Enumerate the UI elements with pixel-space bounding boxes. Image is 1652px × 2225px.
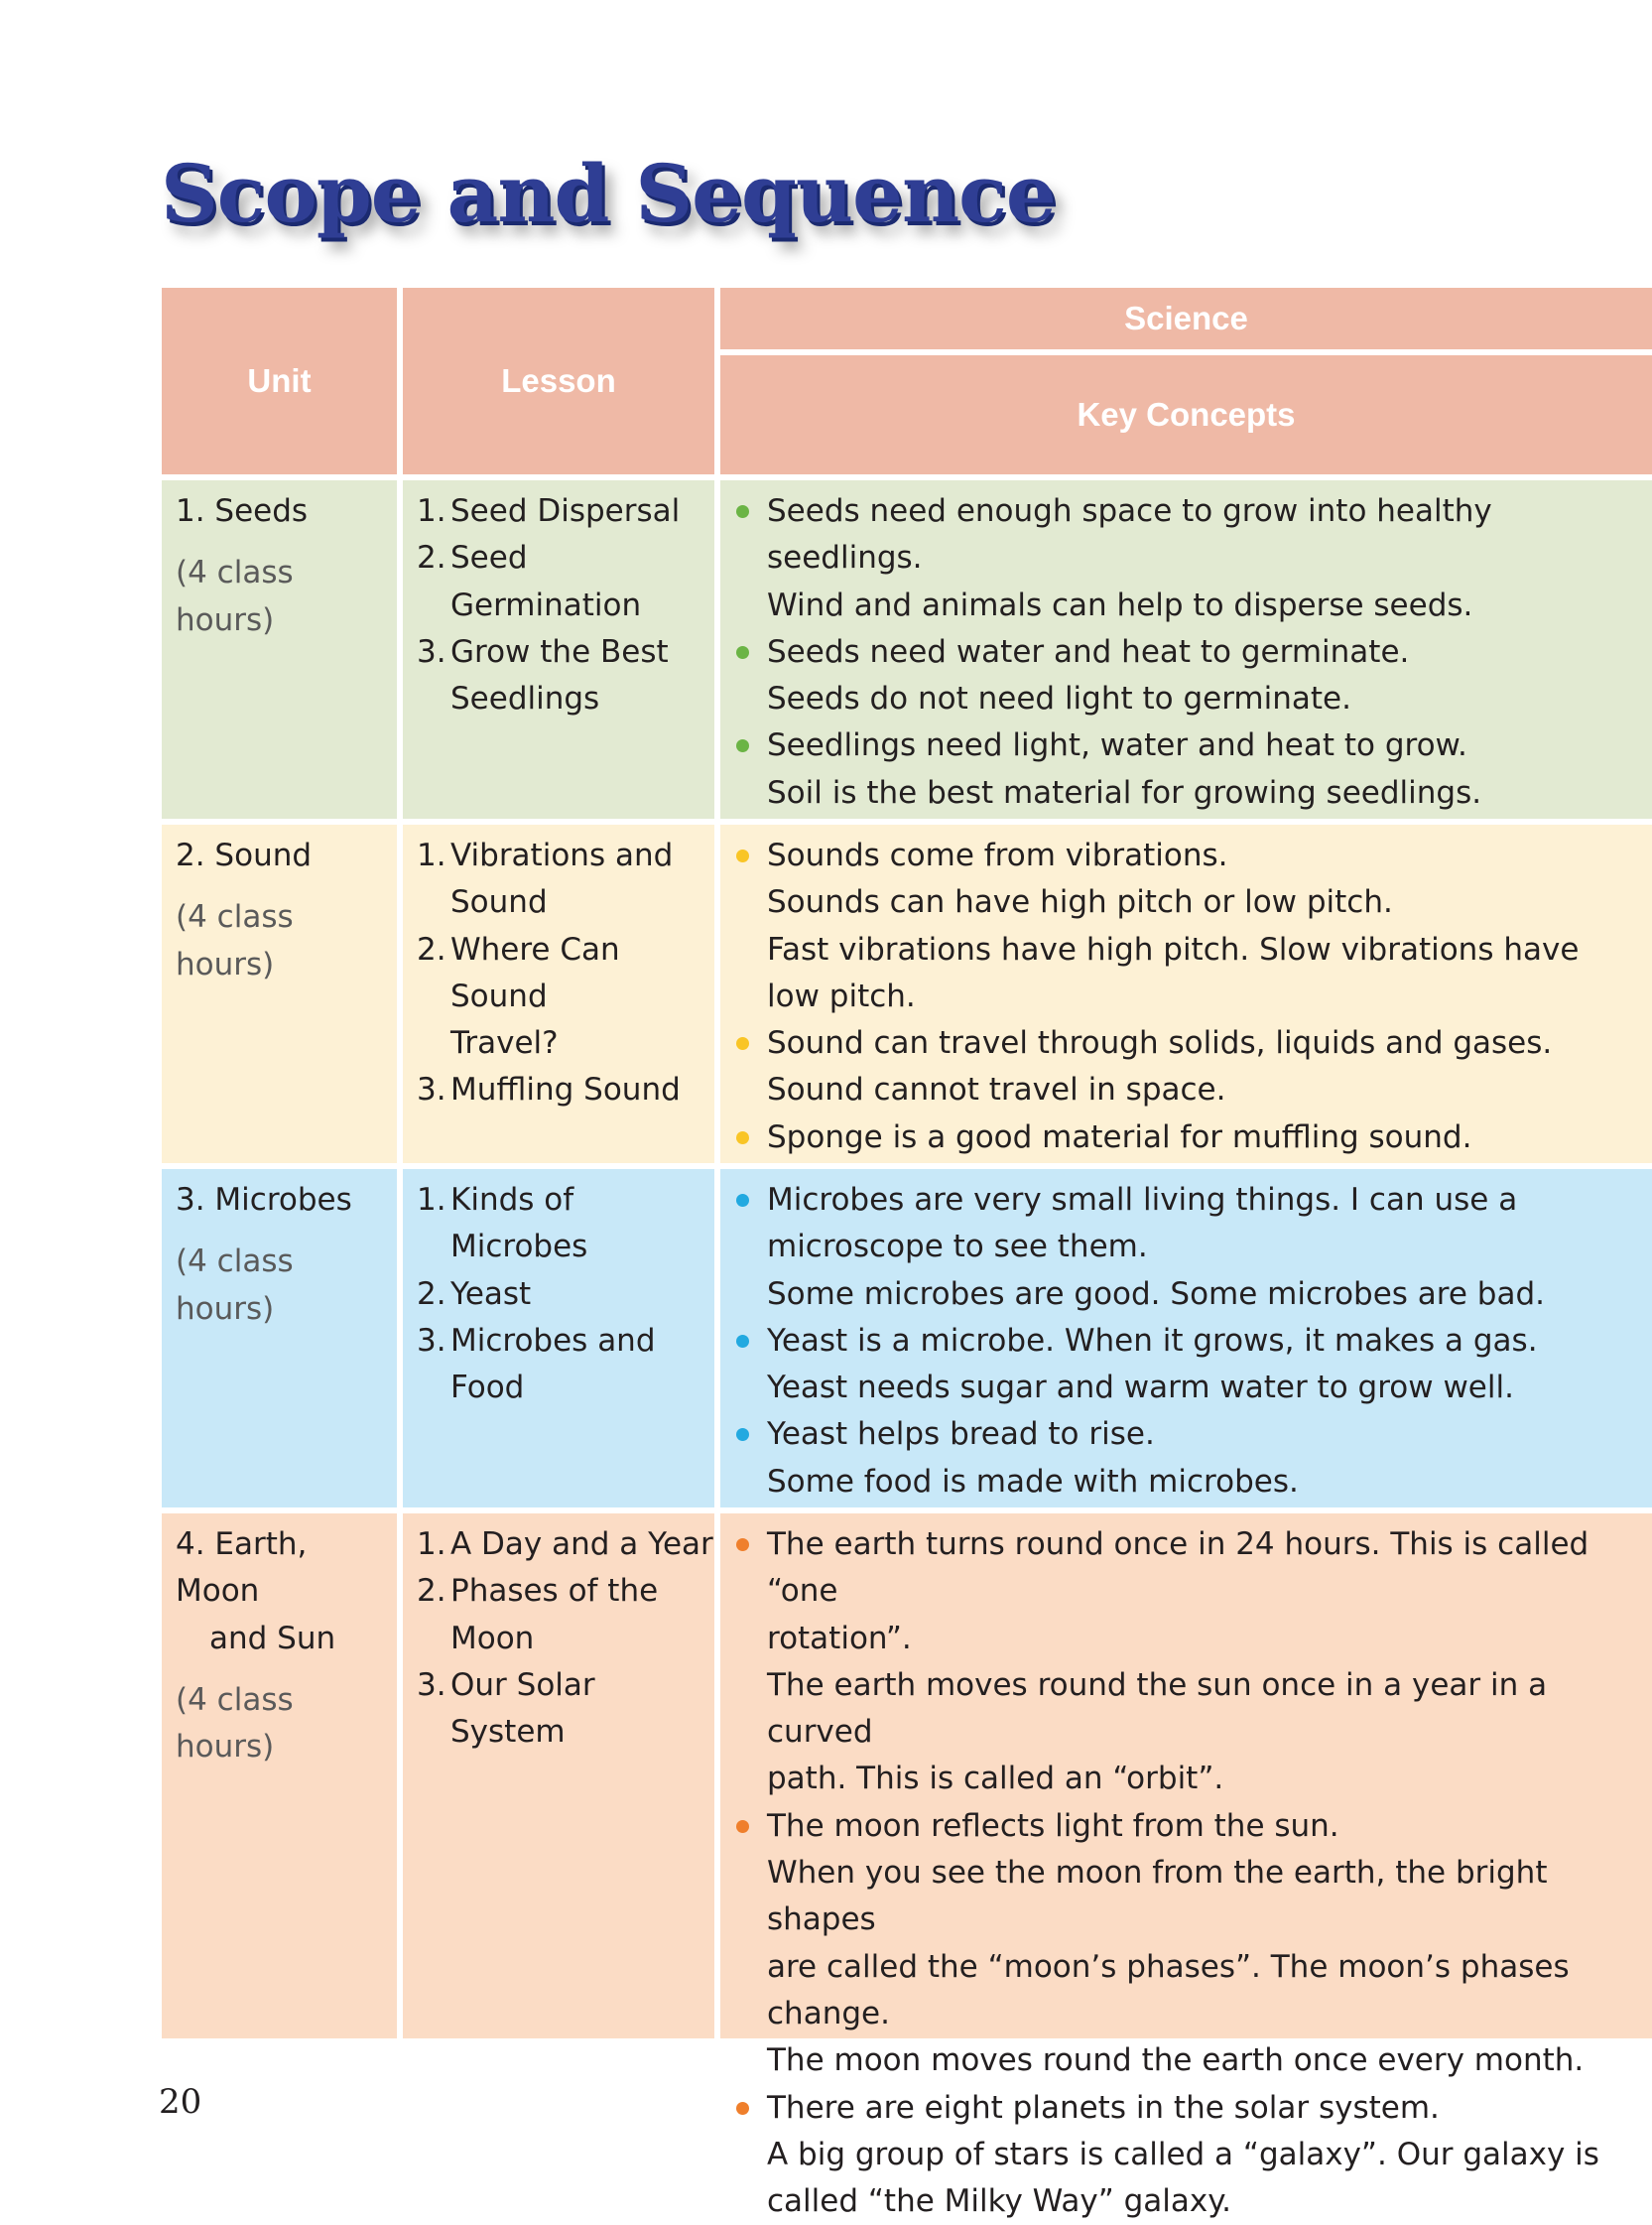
lesson-number: 1.	[417, 838, 446, 873]
lesson-title-line: Microbes and	[450, 1322, 656, 1359]
row-divider	[714, 1513, 720, 2038]
header-unit: Unit	[247, 362, 312, 399]
concept-line: rotation”.	[767, 1620, 912, 1656]
header-key-concepts: Key Concepts	[1077, 396, 1296, 433]
lesson-item	[417, 1067, 714, 1113]
lesson-item	[417, 629, 714, 723]
bullet-dot-icon	[734, 1318, 767, 1412]
key-concepts-cell	[734, 833, 1647, 1161]
unit-hours: (4 class hours)	[176, 899, 294, 982]
concept-line: Yeast needs sugar and warm water to grow well.	[767, 1370, 1514, 1406]
lesson-item	[417, 535, 714, 629]
lesson-item	[417, 1177, 714, 1271]
concept-bullet	[734, 1177, 1647, 1318]
lesson-title-line: Yeast	[450, 1275, 532, 1312]
lesson-title-line: Grow the Best	[450, 633, 669, 670]
row-divider	[397, 1513, 403, 2038]
concept-bullet	[734, 833, 1647, 1020]
bullet-dot-icon	[734, 488, 767, 629]
concept-line: Some microbes are good. Some microbes are bad.	[767, 1275, 1545, 1312]
unit-name-continued: and Sun	[209, 1620, 336, 1656]
concept-bullet	[734, 722, 1647, 817]
lesson-item	[417, 1271, 714, 1318]
key-concepts-cell	[734, 1521, 1647, 2225]
concept-bullet	[734, 1020, 1647, 1114]
lesson-title-line: Phases of the	[450, 1573, 659, 1610]
lesson-title-line: Vibrations and	[450, 838, 674, 873]
bullet-dot-icon	[734, 833, 767, 1020]
concept-line: Some food is made with microbes.	[767, 1463, 1299, 1500]
concept-bullet	[734, 488, 1647, 629]
concept-line: The earth turns round once in 24 hours. This is called “one	[767, 1526, 1589, 1610]
concept-line: path. This is called an “orbit”.	[767, 1761, 1224, 1797]
table-row	[162, 1169, 1652, 1507]
lesson-number: 3.	[417, 1072, 446, 1109]
unit-cell	[176, 833, 384, 988]
concept-line: Yeast is a microbe. When it grows, it makes a gas.	[767, 1322, 1538, 1359]
concept-line: Yeast helps bread to rise.	[767, 1416, 1155, 1453]
unit-hours: (4 class hours)	[176, 1681, 294, 1766]
unit-cell	[176, 488, 384, 644]
lesson-title-line: Kinds of Microbes	[450, 1182, 588, 1265]
concept-line: Sound can travel through solids, liquids and gases.	[767, 1025, 1553, 1062]
lesson-number: 3.	[417, 1322, 446, 1359]
unit-name: 1. Seeds	[176, 493, 309, 529]
concept-bullet	[734, 1411, 1647, 1505]
unit-hours: (4 class hours)	[176, 1243, 294, 1327]
lesson-item	[417, 1521, 714, 1568]
concept-line: A big group of stars is called a “galaxy”. Our galaxy is	[767, 2136, 1599, 2172]
lesson-cell	[417, 1177, 714, 1411]
concept-line: When you see the moon from the earth, the bright shapes	[767, 1855, 1548, 1938]
concept-line: Seeds need water and heat to germinate.	[767, 633, 1410, 670]
lesson-item	[417, 927, 714, 1068]
bullet-dot-icon	[734, 2085, 767, 2225]
concept-line: Sounds can have high pitch or low pitch.	[767, 884, 1393, 921]
concept-line: Fast vibrations have high pitch. Slow vibrations have	[767, 931, 1580, 968]
concept-line: microscope to see them.	[767, 1229, 1148, 1265]
bullet-dot-icon	[734, 722, 767, 817]
lesson-item	[417, 1662, 714, 1757]
table-header	[162, 288, 1652, 474]
concept-line: The moon moves round the earth once every month.	[767, 2042, 1585, 2079]
lesson-cell	[417, 488, 714, 722]
lesson-number: 1.	[417, 1182, 446, 1218]
lesson-cell	[417, 833, 714, 1114]
page-number: 20	[159, 2082, 202, 2122]
concept-line: Seeds do not need light to germinate.	[767, 681, 1351, 718]
lesson-item	[417, 833, 714, 927]
concept-bullet	[734, 1114, 1647, 1161]
bullet-dot-icon	[734, 1114, 767, 1161]
concept-bullet	[734, 1803, 1647, 2085]
concept-line: Soil is the best material for growing seedlings.	[767, 774, 1482, 811]
bullet-dot-icon	[734, 1411, 767, 1505]
lesson-title-line: Moon	[450, 1620, 535, 1656]
concept-bullet	[734, 1521, 1647, 1803]
row-divider	[714, 1169, 720, 1507]
lesson-title-line: Seedlings	[450, 681, 600, 718]
unit-cell	[176, 1521, 384, 1770]
lesson-cell	[417, 1521, 714, 1756]
row-divider	[397, 480, 403, 819]
concept-line: seedlings.	[767, 540, 923, 577]
concept-line: Seedlings need light, water and heat to grow.	[767, 727, 1467, 764]
table-row	[162, 480, 1652, 819]
row-divider	[397, 1169, 403, 1507]
concept-line: There are eight planets in the solar system.	[767, 2089, 1440, 2126]
row-divider	[714, 825, 720, 1163]
header-lesson: Lesson	[501, 362, 616, 399]
concept-line: Sponge is a good material for muffling sound.	[767, 1118, 1472, 1155]
lesson-number: 2.	[417, 931, 446, 968]
concept-line: Microbes are very small living things. I can use a	[767, 1182, 1518, 1218]
row-divider	[397, 825, 403, 1163]
concept-line: Sounds come from vibrations.	[767, 838, 1228, 873]
unit-name: 2. Sound	[176, 838, 313, 873]
bullet-dot-icon	[734, 629, 767, 723]
concept-line: The earth moves round the sun once in a year in a curved	[767, 1666, 1548, 1751]
lesson-number: 3.	[417, 1666, 446, 1703]
key-concepts-cell	[734, 488, 1647, 817]
bullet-dot-icon	[734, 1803, 767, 2085]
page-title: Scope and Sequence	[161, 147, 1056, 240]
concept-line: Seeds need enough space to grow into healthy	[767, 493, 1492, 529]
lesson-number: 2.	[417, 1275, 446, 1312]
concept-bullet	[734, 1318, 1647, 1412]
bullet-dot-icon	[734, 1521, 767, 1803]
unit-name: 3. Microbes	[176, 1182, 352, 1218]
lesson-item	[417, 1568, 714, 1662]
table-row	[162, 825, 1652, 1163]
key-concepts-cell	[734, 1177, 1647, 1505]
lesson-title-line: Food	[450, 1370, 525, 1406]
concept-line: Wind and animals can help to disperse seeds.	[767, 587, 1473, 623]
unit-name: 4. Earth, Moon	[176, 1526, 308, 1610]
lesson-number: 3.	[417, 633, 446, 670]
bullet-dot-icon	[734, 1177, 767, 1318]
lesson-number: 1.	[417, 1526, 446, 1562]
lesson-title-line: Where Can Sound	[450, 931, 620, 1014]
concept-line: called “the Milky Way” galaxy.	[767, 2183, 1232, 2220]
lesson-title-line: Seed Germination	[450, 540, 642, 623]
lesson-title-line: Travel?	[450, 1025, 559, 1062]
lesson-title-line: A Day and a Year	[450, 1526, 713, 1562]
header-science: Science	[1124, 300, 1248, 336]
unit-hours: (4 class hours)	[176, 555, 294, 638]
lesson-item	[417, 1318, 714, 1412]
row-divider	[714, 480, 720, 819]
concept-bullet	[734, 2085, 1647, 2225]
concept-line: Sound cannot travel in space.	[767, 1072, 1226, 1109]
concept-line: The moon reflects light from the sun.	[767, 1807, 1339, 1844]
lesson-title-line: Sound	[450, 884, 548, 921]
lesson-title-line: Seed Dispersal	[450, 493, 681, 529]
unit-cell	[176, 1177, 384, 1333]
bullet-dot-icon	[734, 1020, 767, 1114]
concept-bullet	[734, 629, 1647, 723]
lesson-number: 2.	[417, 540, 446, 577]
concept-line: low pitch.	[767, 978, 916, 1014]
lesson-title-line: Our Solar System	[450, 1666, 595, 1751]
concept-line: are called the “moon’s phases”. The moon’s phases change.	[767, 1948, 1570, 2031]
lesson-number: 1.	[417, 493, 446, 529]
lesson-number: 2.	[417, 1573, 446, 1610]
lesson-item	[417, 488, 714, 535]
lesson-title-line: Muffling Sound	[450, 1072, 681, 1109]
